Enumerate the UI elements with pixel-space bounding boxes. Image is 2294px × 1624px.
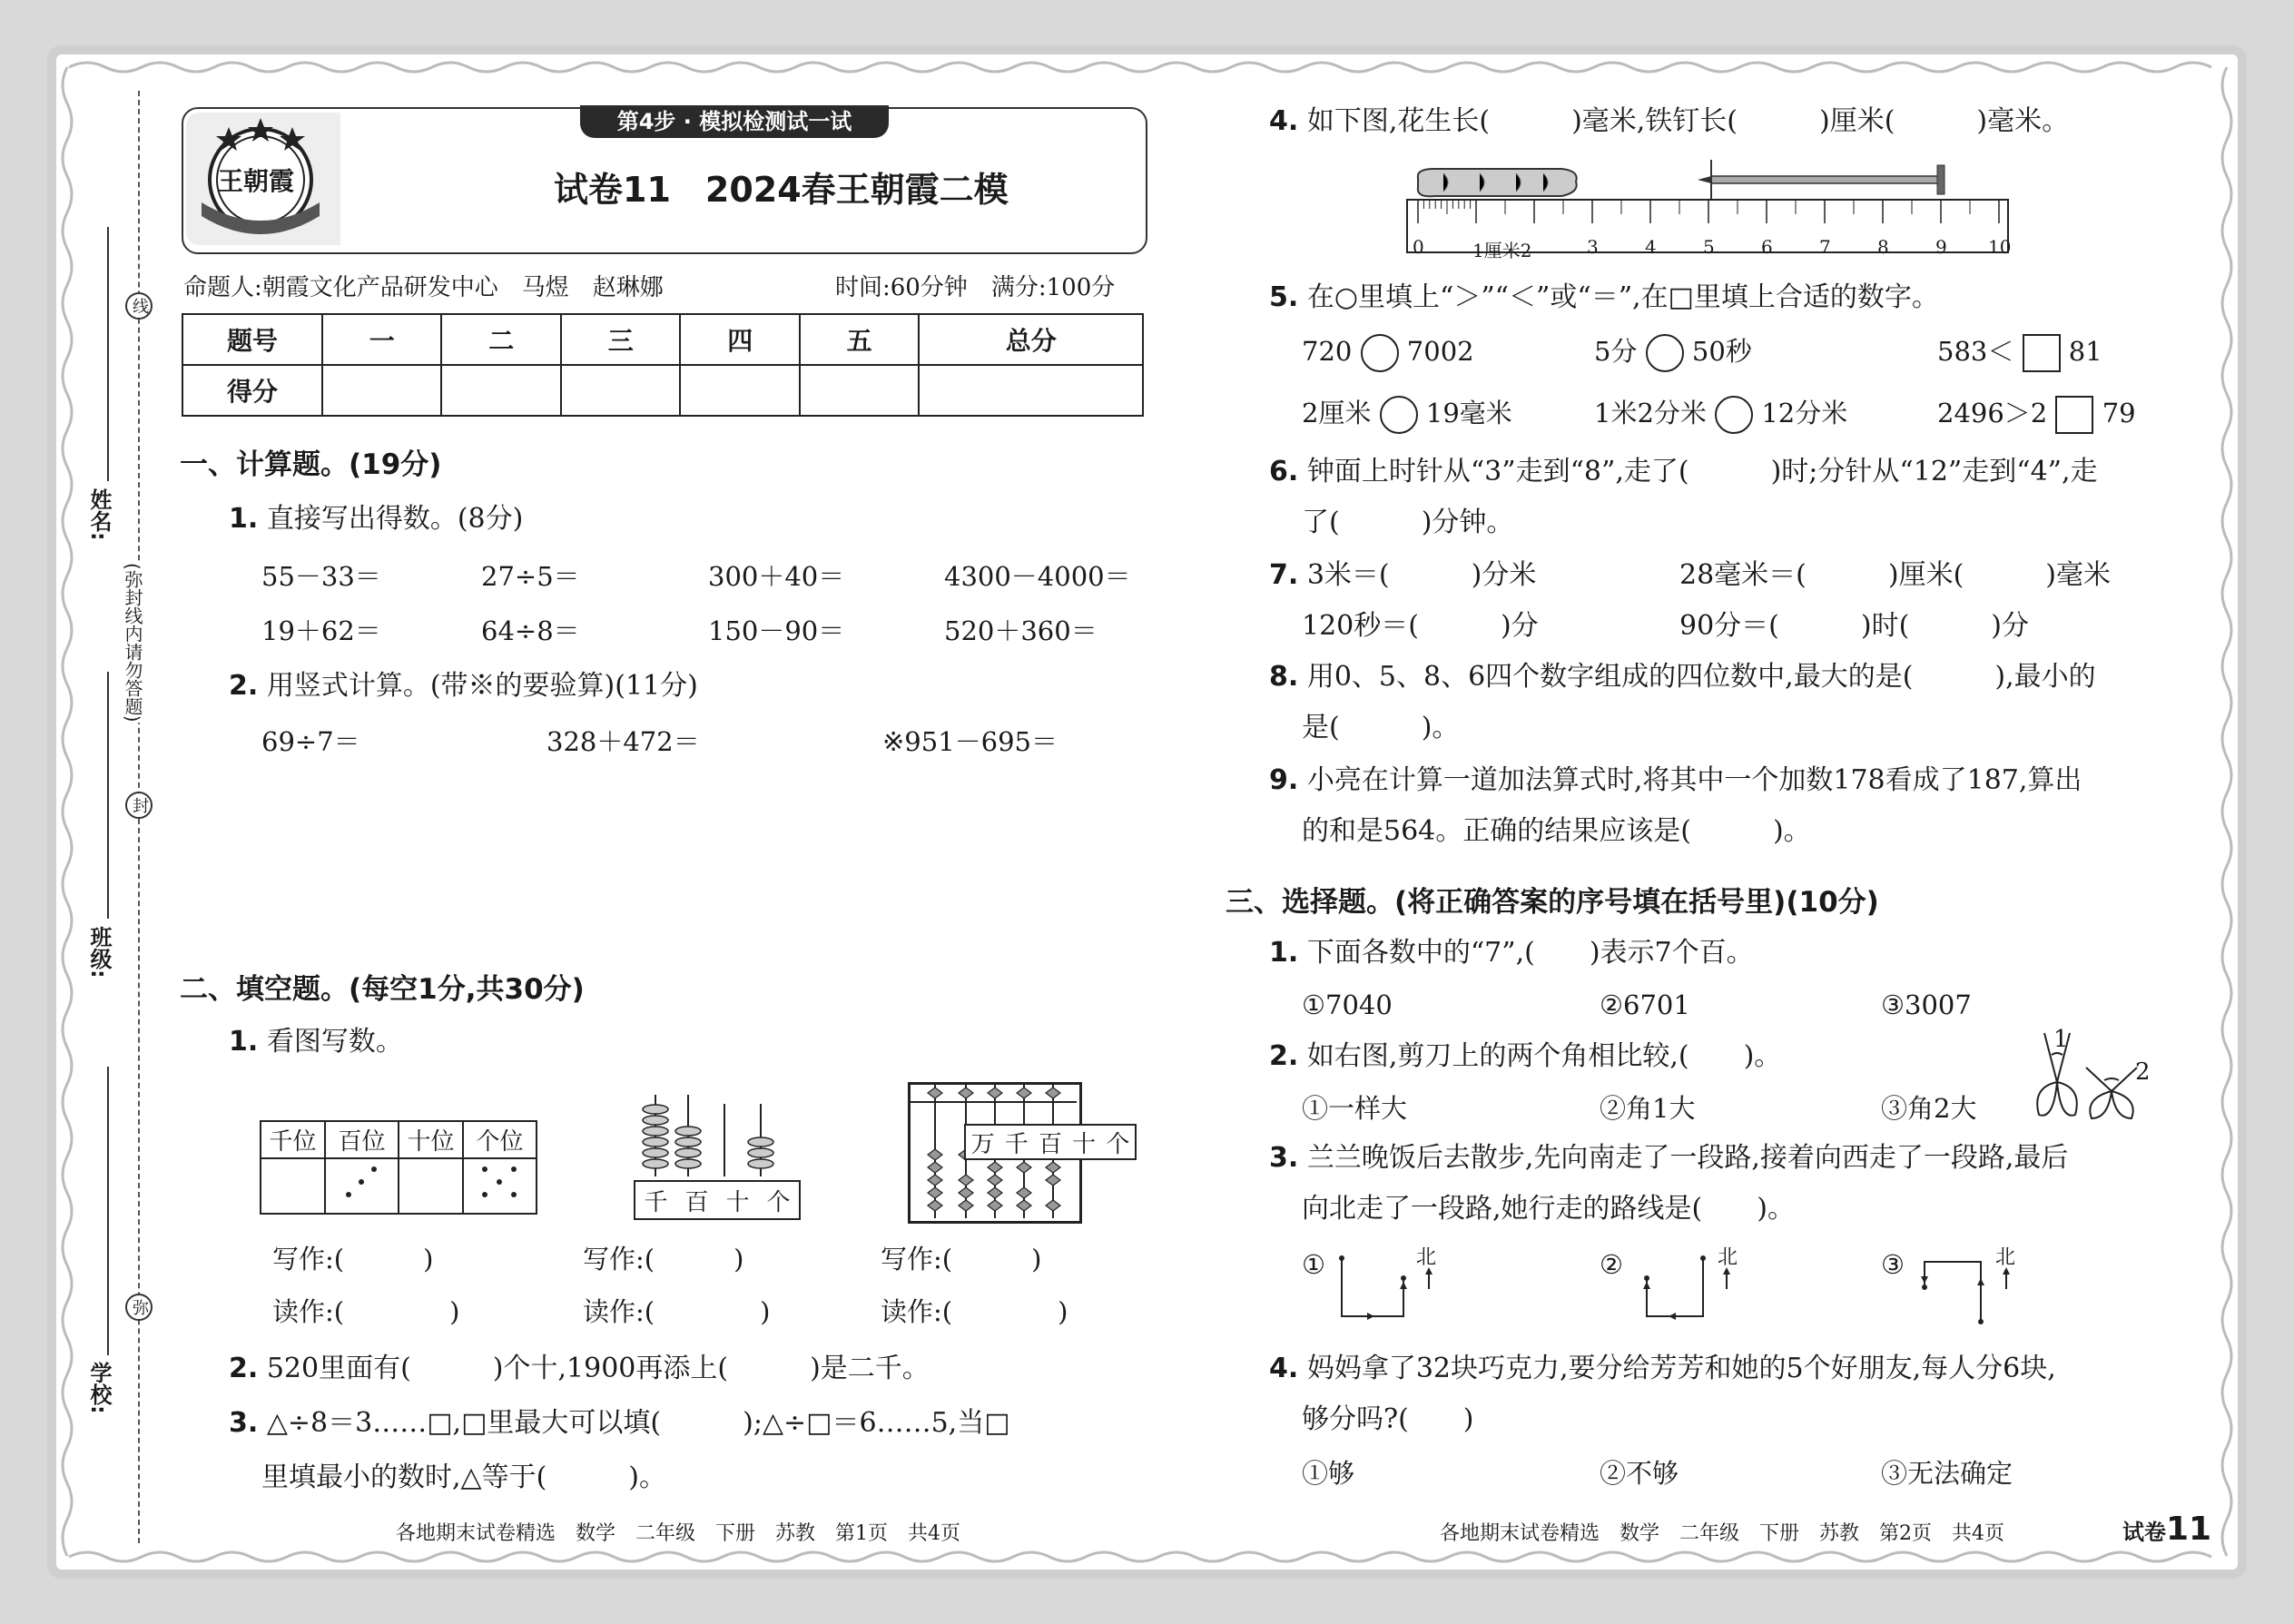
binding-feng: 封 — [125, 792, 153, 819]
place-cell-hundreds — [325, 1158, 399, 1214]
q5-c-left: 583＜ — [1937, 336, 2014, 367]
compare-circle[interactable] — [1715, 396, 1753, 434]
q5-f-right: 79 — [2102, 398, 2136, 428]
s3-q2-opt3[interactable]: ③角2大 — [1881, 1093, 1977, 1124]
write-answer-2[interactable]: 写作:( ) — [583, 1244, 744, 1275]
abacus1-label-3: 个 — [766, 1188, 791, 1216]
score-head-3: 三 — [561, 314, 680, 365]
abacus2-label-2: 百 — [1038, 1130, 1062, 1158]
read-answer-2[interactable]: 读作:( ) — [583, 1296, 771, 1327]
s3-q4-label: 4. — [1269, 1353, 1299, 1384]
score-head-1: 一 — [322, 314, 441, 365]
footer-right: 各地期末试卷精选 数学 二年级 下册 苏教 第2页 共4页 — [1440, 1522, 2004, 1545]
abacus2-label-4: 个 — [1106, 1130, 1130, 1158]
q5-f-left: 2496＞2 — [1937, 398, 2048, 428]
write-answer-1[interactable]: 写作:( ) — [272, 1244, 434, 1275]
s3-q2-text: 如右图,剪刀上的两个角相比较,( )。 — [1306, 1040, 1782, 1072]
place-head-2: 十位 — [399, 1121, 463, 1158]
score-cell[interactable] — [680, 365, 799, 416]
binding-mi: 弥 — [125, 1294, 153, 1321]
ruler-num-6: 6 — [1761, 236, 1773, 258]
score-cell[interactable] — [919, 365, 1143, 416]
scissor-label-1: 1 — [2053, 1026, 2069, 1053]
s3-q2-label: 2. — [1269, 1040, 1299, 1072]
s3-q1-opt2[interactable]: ②6701 — [1600, 989, 1690, 1020]
s3-q1-opt3[interactable]: ③3007 — [1881, 989, 1972, 1020]
authors: 命题人:朝霞文化产品研发中心 马煜 赵琳娜 — [183, 274, 664, 301]
s1-q1-title: 直接写出得数。(8分) — [266, 503, 524, 535]
abacus2-label-1: 千 — [1004, 1130, 1029, 1158]
binding-xian: 线 — [125, 292, 153, 320]
s3-q4-opt3[interactable]: ③无法确定 — [1881, 1458, 2013, 1489]
s1-q2-label: 2. — [229, 670, 259, 702]
score-cell[interactable] — [322, 365, 441, 416]
q5-c-right: 81 — [2068, 336, 2102, 367]
s3-q4-opt2[interactable]: ②不够 — [1600, 1458, 1679, 1489]
s3-q4-opt1[interactable]: ①够 — [1302, 1458, 1355, 1489]
s1-q1-label: 1. — [229, 503, 259, 535]
s2-q8-line1: 用0、5、8、6四个数字组成的四位数中,最大的是( ),最小的 — [1306, 661, 2096, 693]
calc-1-4: 4300－4000＝ — [944, 561, 1131, 592]
compare-circle[interactable] — [1646, 334, 1684, 372]
ruler-num-3: 3 — [1587, 236, 1599, 258]
calc-1-2: 27÷5＝ — [481, 561, 580, 592]
abacus-1-diagram — [634, 1086, 806, 1186]
ruler-num-8: 8 — [1877, 236, 1889, 258]
score-table — [182, 313, 1144, 417]
s3-q3-line1: 兰兰晚饭后去散步,先向南走了一段路,接着向西走了一段路,最后 — [1306, 1142, 2069, 1174]
ruler-num-10: 10 — [1988, 236, 2012, 258]
score-head-5: 五 — [800, 314, 919, 365]
north-label-2: 北 — [1718, 1246, 1738, 1269]
s2-q8-line2: 是( )。 — [1302, 712, 1460, 743]
q5-d-left: 2厘米 — [1302, 398, 1372, 428]
class-field-line[interactable] — [107, 672, 109, 919]
write-answer-3[interactable]: 写作:( ) — [881, 1244, 1042, 1275]
north-label-1: 北 — [1416, 1246, 1437, 1269]
read-answer-3[interactable]: 读作:( ) — [881, 1296, 1068, 1327]
compare-circle[interactable] — [1361, 334, 1399, 372]
s3-q3-line2: 向北走了一段路,她行走的路线是( )。 — [1302, 1193, 1795, 1225]
class-label: 班级: — [86, 926, 112, 979]
s2-q6-line1: 钟面上时针从“3”走到“8”,走了( )时;分针从“12”走到“4”,走 — [1306, 456, 2098, 487]
vert-calc-1: 69÷7＝ — [261, 726, 360, 757]
score-cell[interactable] — [561, 365, 680, 416]
s2-q5-text: 在○里填上“＞”“＜”或“＝”,在□里填上合适的数字。 — [1306, 281, 1939, 313]
ruler-num-4: 4 — [1645, 236, 1657, 258]
binding-note: (弥封线内请勿答题) — [120, 563, 146, 723]
s2-q9-line2: 的和是564。正确的结果应该是( )。 — [1302, 815, 1811, 847]
scissors-icon — [2024, 1028, 2142, 1127]
s2-q7-label: 7. — [1269, 559, 1299, 591]
q5-e-left: 1米2分米 — [1594, 398, 1707, 428]
s3-q1-label: 1. — [1269, 937, 1299, 969]
s2-q9-line1: 小亮在计算一道加法算式时,将其中一个加数178看成了187,算出 — [1306, 764, 2082, 796]
name-label: 姓名: — [86, 488, 112, 541]
score-cell[interactable] — [441, 365, 560, 416]
place-head-3: 个位 — [463, 1121, 537, 1158]
calc-2-4: 520＋360＝ — [944, 615, 1098, 646]
vert-calc-2: 328＋472＝ — [546, 726, 700, 757]
page-badge — [2122, 1511, 2211, 1548]
score-head-4: 四 — [680, 314, 799, 365]
calc-2-1: 19＋62＝ — [261, 615, 381, 646]
calc-2-2: 64÷8＝ — [481, 615, 580, 646]
s2-q3-label: 3. — [229, 1407, 259, 1439]
score-head-2: 二 — [441, 314, 560, 365]
s2-q1-title: 看图写数。 — [266, 1026, 403, 1058]
page-badge-num: 11 — [2166, 1511, 2212, 1548]
s2-q6-label: 6. — [1269, 456, 1299, 487]
exam-sheet — [56, 54, 2238, 1570]
s2-q1-label: 1. — [229, 1026, 259, 1058]
exam-title: 试卷11 2024春王朝霞二模 — [554, 170, 1009, 210]
logo-text: 王朝霞 — [218, 166, 295, 196]
s3-q3-label: 3. — [1269, 1142, 1299, 1174]
s2-q2-label: 2. — [229, 1353, 259, 1384]
score-head-0: 题号 — [182, 314, 322, 365]
q5-e-right: 12分米 — [1761, 398, 1848, 428]
section2-title: 二、填空题。(每空1分,共30分) — [180, 973, 585, 1006]
s2-q7-c: 120秒＝( )分 — [1302, 610, 1539, 642]
place-value-table — [260, 1120, 537, 1215]
s3-q1-opt1[interactable]: ①7040 — [1302, 989, 1393, 1020]
q5-b-left: 5分 — [1594, 336, 1638, 367]
s2-q9-label: 9. — [1269, 764, 1299, 796]
section3-title: 三、选择题。(将正确答案的序号填在括号里)(10分) — [1226, 886, 1879, 919]
s3-q4-line2: 够分吗?( ) — [1302, 1403, 1474, 1435]
vert-calc-3: ※951－695＝ — [882, 726, 1058, 757]
s3-q3-opt1[interactable]: ① — [1302, 1249, 1325, 1280]
ruler-num-0: 0 — [1413, 236, 1424, 258]
s2-q4-text: 如下图,花生长( )毫米,铁钉长( )厘米( )毫米。 — [1306, 105, 2070, 137]
place-head-0: 千位 — [261, 1121, 325, 1158]
s1-q2-title: 用竖式计算。(带※的要验算)(11分) — [266, 670, 698, 702]
ruler-num-7: 7 — [1819, 236, 1831, 258]
q5-a-right: 7002 — [1406, 336, 1474, 367]
s2-q3-line2: 里填最小的数时,△等于( )。 — [261, 1462, 667, 1493]
place-cell-tens — [399, 1158, 463, 1214]
q5-b-right: 50秒 — [1691, 336, 1752, 367]
name-field-line[interactable] — [107, 227, 109, 481]
s2-q4-label: 4. — [1269, 105, 1299, 137]
abacus2-label-0: 万 — [970, 1130, 995, 1158]
s3-q2-opt1[interactable]: ①一样大 — [1302, 1093, 1408, 1124]
q5-a-left: 720 — [1302, 336, 1353, 367]
step-badge: 第4步 · 模拟检测试一试 — [580, 105, 889, 138]
score-row-label: 得分 — [182, 365, 322, 416]
s3-q1-text: 下面各数中的“7”,( )表示7个百。 — [1306, 937, 1754, 969]
place-head-1: 百位 — [325, 1121, 399, 1158]
nail-icon — [1711, 176, 1938, 183]
school-label: 学校: — [86, 1362, 112, 1414]
abacus1-label-1: 百 — [684, 1188, 709, 1216]
ruler-num-5: 5 — [1703, 236, 1715, 258]
school-field-line[interactable] — [107, 1067, 109, 1355]
footer-left: 各地期末试卷精选 数学 二年级 下册 苏教 第1页 共4页 — [396, 1522, 960, 1545]
calc-2-3: 150－90＝ — [708, 615, 845, 646]
calc-1-3: 300＋40＝ — [708, 561, 845, 592]
abacus1-label-2: 十 — [725, 1188, 750, 1216]
north-label-3: 北 — [1995, 1246, 2016, 1269]
place-cell-thousands — [261, 1158, 325, 1214]
abacus2-label-3: 十 — [1072, 1130, 1097, 1158]
ruler-numbers — [1398, 236, 2015, 261]
abacus1-label-0: 千 — [644, 1188, 668, 1216]
s2-q8-label: 8. — [1269, 661, 1299, 693]
s2-q6-line2: 了( )分钟。 — [1302, 507, 1514, 538]
s3-q3-opt2[interactable]: ② — [1600, 1249, 1623, 1280]
ruler-num-1: 1厘米2 — [1472, 240, 1532, 261]
s2-q3-line1: △÷8＝3……□,□里最大可以填( );△÷□＝6……5,当□ — [266, 1407, 1010, 1439]
ruler-num-9: 9 — [1935, 236, 1947, 258]
abacus-1-labels — [634, 1180, 801, 1220]
time-score: 时间:60分钟 满分:100分 — [835, 274, 1116, 301]
score-cell[interactable] — [800, 365, 919, 416]
section1-title: 一、计算题。(19分) — [180, 448, 442, 481]
calc-1-1: 55－33＝ — [261, 561, 381, 592]
digit-box[interactable] — [2055, 396, 2093, 434]
page-badge-prefix: 试卷 — [2122, 1520, 2166, 1545]
digit-box[interactable] — [2023, 334, 2061, 372]
scissor-label-2: 2 — [2135, 1058, 2151, 1086]
s2-q2-text: 520里面有( )个十,1900再添上( )是二千。 — [266, 1353, 930, 1384]
s2-q5-label: 5. — [1269, 281, 1299, 313]
read-answer-1[interactable]: 读作:( ) — [272, 1296, 460, 1327]
abacus-2-labels — [964, 1124, 1137, 1160]
peanut-icon — [1418, 169, 1577, 196]
s3-q3-opt3[interactable]: ③ — [1881, 1249, 1905, 1280]
q5-d-right: 19毫米 — [1425, 398, 1512, 428]
s2-q7-a: 3米＝( )分米 — [1306, 559, 1537, 591]
s2-q7-b: 28毫米＝( )厘米( )毫米 — [1679, 559, 2111, 591]
score-head-6: 总分 — [919, 314, 1143, 365]
compare-circle[interactable] — [1380, 396, 1418, 434]
s3-q2-opt2[interactable]: ②角1大 — [1600, 1093, 1696, 1124]
s2-q7-d: 90分＝( )时( )分 — [1679, 610, 2029, 642]
place-cell-ones — [463, 1158, 537, 1214]
s3-q4-line1: 妈妈拿了32块巧克力,要分给芳芳和她的5个好朋友,每人分6块, — [1306, 1353, 2056, 1384]
